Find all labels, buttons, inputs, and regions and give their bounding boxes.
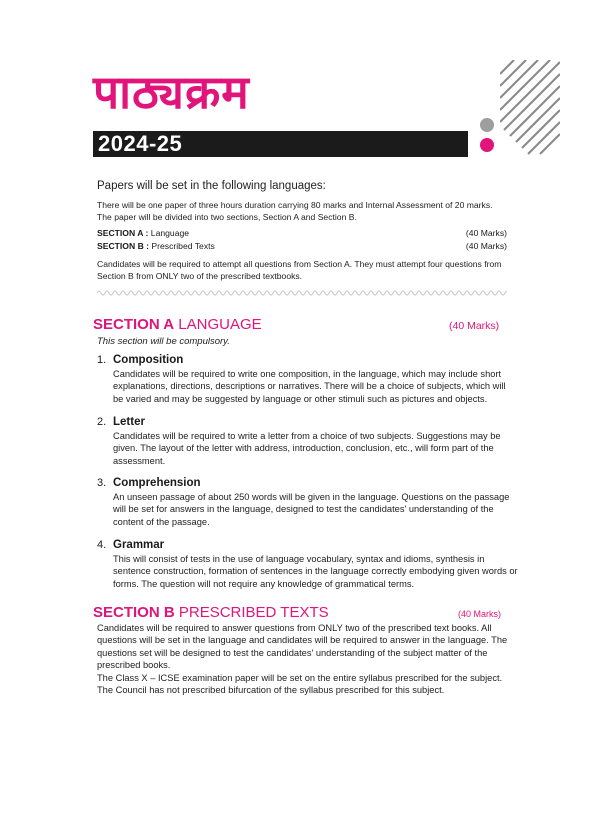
section-a-summary-marks: (40 Marks) — [465, 228, 507, 238]
item-number: 3. — [97, 477, 107, 489]
item-title: Letter — [113, 416, 145, 428]
grey-dot-decoration — [480, 118, 494, 132]
item-title: Composition — [113, 354, 184, 366]
section-a-summary-label: SECTION A : — [97, 228, 149, 238]
section-b-summary — [97, 241, 507, 252]
section-a-marks: (40 Marks) — [449, 320, 500, 332]
item-body: Candidates will be required to write one composition, in the language, which may include short explanations, directions, descriptions or narratives. There will be a choice of subjects, which will be varied and may be suggested by language or other stimuli such as pictures and objects. — [113, 369, 506, 404]
section-b-title: PRESCRIBED TEXTS — [178, 604, 329, 621]
section-a-summary-name: Language — [148, 228, 190, 238]
item-title: Grammar — [113, 539, 165, 551]
intro-paragraph: There will be one paper of three hours duration carrying 80 marks and Internal Assessment of 20 marks. The paper will be divided into two sections, Section A and Section B. — [97, 200, 493, 222]
section-b-summary-label: SECTION B : — [97, 241, 150, 251]
pink-dot-decoration — [480, 138, 494, 152]
section-b-paragraph-2: The Class X – ICSE examination paper will be set on the entire syllabus prescribed for the subject. — [97, 672, 503, 683]
section-b-body — [97, 622, 517, 696]
item-body: An unseen passage of about 250 words will be given in the language. Questions on the passage will be set for answers in the language, designed to test the candidates' understanding of the content of the passage. — [113, 492, 510, 527]
section-a-summary — [97, 228, 507, 239]
section-a-heading — [93, 316, 262, 334]
item-number: 2. — [97, 416, 107, 428]
section-a-title: LANGUAGE — [178, 316, 262, 333]
section-b-summary-marks: (40 Marks) — [465, 241, 507, 251]
item-body: This will consist of tests in the use of language vocabulary, syntax and idioms, synthesis in sentence construction, formation of sentences in the language correctly embodying given words or forms. The question will not require any knowledge of grammatical terms. — [113, 554, 518, 589]
section-b-label: SECTION B — [93, 604, 175, 621]
intro-heading: Papers will be set in the following languages: — [97, 180, 326, 192]
section-a-label: SECTION A — [93, 316, 175, 333]
item-number: 4. — [97, 539, 107, 551]
section-a-summary-text — [97, 228, 189, 239]
section-b-summary-text — [97, 241, 215, 252]
item-title: Comprehension — [113, 477, 201, 489]
section-b-paragraph-3: The Council has not prescribed bifurcation of the syllabus prescribed for this subject. — [97, 685, 445, 696]
section-b-marks: (40 Marks) — [458, 609, 502, 619]
page-title: पाठ्यक्रम — [93, 65, 250, 119]
year-label: 2024-25 — [98, 131, 183, 156]
section-a-note: This section will be compulsory. — [97, 336, 230, 347]
item-number: 1. — [97, 354, 107, 366]
section-b-summary-name: Prescribed Texts — [149, 241, 215, 251]
item-body: Candidates will be required to write a letter from a choice of two subjects. Suggestions may be given. The layout of the letter with address, introduction, conclusion, etc., will form part of the assessment. — [113, 431, 501, 466]
section-b-heading — [93, 604, 329, 622]
diagonal-stripes-decoration — [500, 60, 560, 155]
section-b-paragraph-1: Candidates will be required to answer questions from ONLY two of the prescribed text books. All questions will be set in the language and candidates will be required to answer in the language. The questions set will be designed to test the candidates' understanding of the subject matter of the prescribed books. — [97, 623, 508, 671]
intro-paragraph-2: Candidates will be required to attempt all questions from Section A. They must attempt four questions from Section B from ONLY two of the prescribed textbooks. — [97, 259, 502, 281]
wavy-divider — [97, 289, 507, 297]
